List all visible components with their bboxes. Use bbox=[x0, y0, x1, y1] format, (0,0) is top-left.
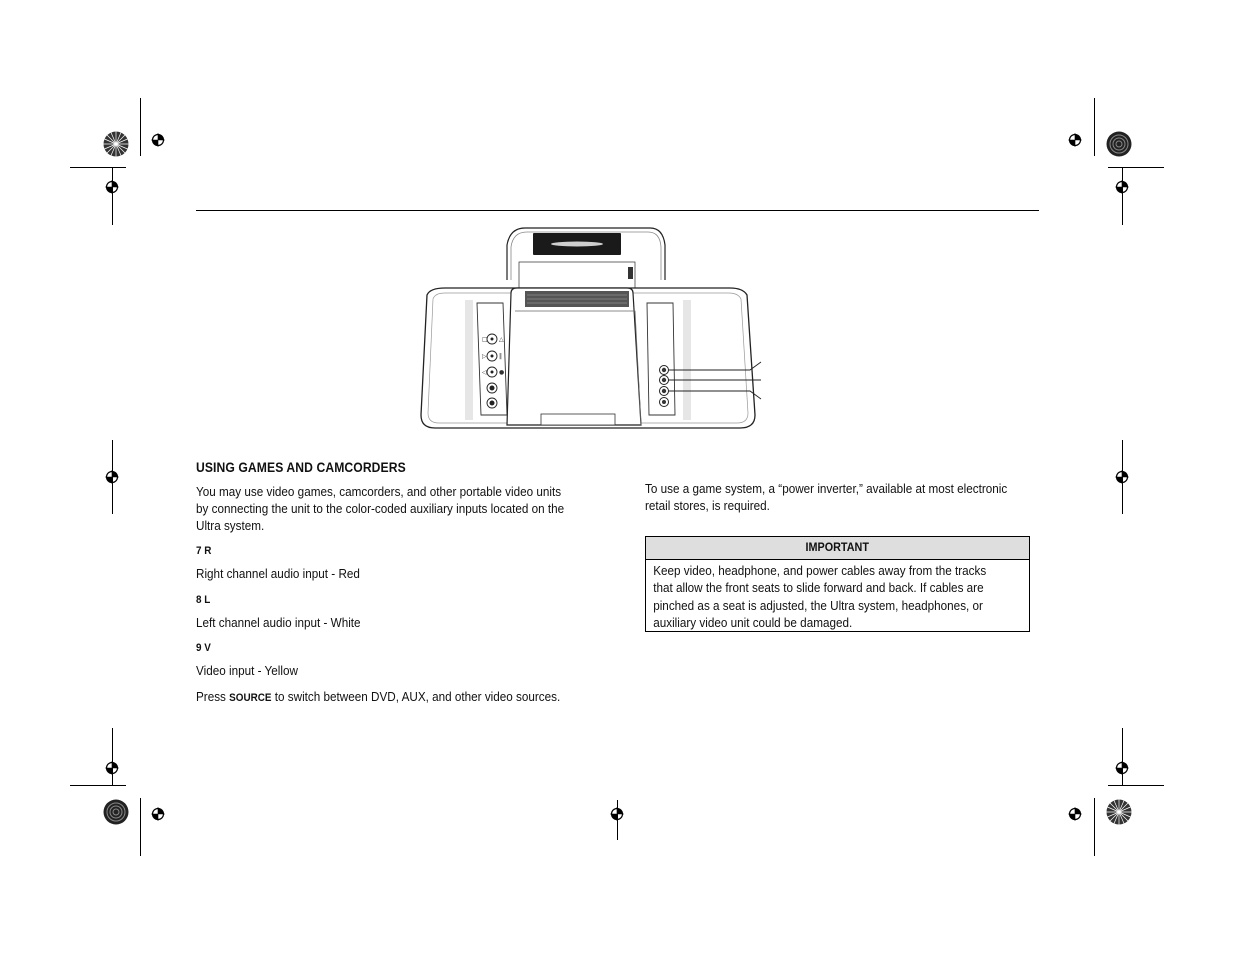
crop-line bbox=[112, 728, 113, 786]
important-heading bbox=[646, 537, 1029, 560]
starburst-target-icon bbox=[103, 131, 129, 157]
svg-text:◁: ◁ bbox=[482, 369, 487, 376]
input-description-r: Right channel audio input - Red bbox=[196, 566, 360, 581]
important-notice bbox=[645, 536, 1030, 632]
crop-line bbox=[70, 785, 126, 786]
crop-line bbox=[1122, 167, 1123, 225]
registration-mark-icon bbox=[1068, 133, 1082, 147]
registration-mark-icon bbox=[151, 133, 165, 147]
registration-mark-icon bbox=[610, 807, 624, 821]
important-line: pinched as a seat is adjusted, the Ultra system, headphones, or bbox=[653, 597, 983, 613]
important-body bbox=[646, 560, 991, 631]
registration-mark-icon bbox=[1068, 807, 1082, 821]
power-inverter-line: retail stores, is required. bbox=[645, 498, 770, 513]
important-line: that allow the front seats to slide forward and back. If cables are bbox=[653, 580, 984, 596]
crop-line bbox=[140, 798, 141, 856]
intro-line: Ultra system. bbox=[196, 518, 265, 533]
svg-text:●: ● bbox=[499, 369, 505, 376]
input-term-r: 7 R bbox=[196, 545, 212, 557]
crop-line bbox=[1122, 728, 1123, 786]
crop-line bbox=[1094, 98, 1095, 156]
input-term-v: 9 V bbox=[196, 642, 211, 654]
concentric-target-icon bbox=[1106, 131, 1132, 157]
svg-text:▷: ▷ bbox=[482, 353, 487, 360]
input-description-v: Video input - Yellow bbox=[196, 663, 298, 678]
intro-line: by connecting the unit to the color-coded auxiliary inputs located on the bbox=[196, 501, 565, 516]
registration-mark-icon bbox=[105, 470, 119, 484]
svg-text:□: □ bbox=[482, 336, 488, 343]
source-note bbox=[196, 688, 560, 707]
source-note-prefix: Press bbox=[196, 689, 230, 704]
crop-line bbox=[1094, 798, 1095, 856]
ultra-system-illustration bbox=[415, 225, 765, 433]
crop-line bbox=[1108, 785, 1164, 786]
crop-line bbox=[112, 167, 113, 225]
concentric-target-icon bbox=[103, 799, 129, 825]
svg-text:‖: ‖ bbox=[499, 353, 502, 360]
registration-mark-icon bbox=[105, 180, 119, 194]
registration-mark-icon bbox=[105, 761, 119, 775]
input-description-l: Left channel audio input - White bbox=[196, 615, 361, 630]
intro-line: You may use video games, camcorders, and other portable video units bbox=[196, 484, 562, 499]
power-inverter-line: To use a game system, a “power inverter,” available at most electronic bbox=[645, 481, 1008, 496]
source-key-label: SOURCE bbox=[229, 692, 272, 704]
source-note-suffix: to switch between DVD, AUX, and other video sources. bbox=[271, 689, 561, 704]
crop-line bbox=[70, 167, 126, 168]
crop-line bbox=[1108, 167, 1164, 168]
header-rule bbox=[196, 210, 1039, 211]
starburst-target-icon bbox=[1106, 799, 1132, 825]
power-inverter-paragraph bbox=[645, 480, 1007, 514]
registration-mark-icon bbox=[151, 807, 165, 821]
registration-mark-icon bbox=[1115, 180, 1129, 194]
registration-mark-icon bbox=[1115, 761, 1129, 775]
section-title: USING GAMES AND CAMCORDERS bbox=[196, 460, 406, 475]
important-line: auxiliary video unit could be damaged. bbox=[653, 614, 853, 630]
input-term-l: 8 L bbox=[196, 594, 211, 606]
svg-text:△: △ bbox=[499, 336, 504, 343]
crop-line bbox=[140, 98, 141, 156]
important-line: Keep video, headphone, and power cables away from the tracks bbox=[653, 563, 987, 578]
registration-mark-icon bbox=[1115, 470, 1129, 484]
important-heading-text: IMPORTANT bbox=[805, 540, 870, 554]
